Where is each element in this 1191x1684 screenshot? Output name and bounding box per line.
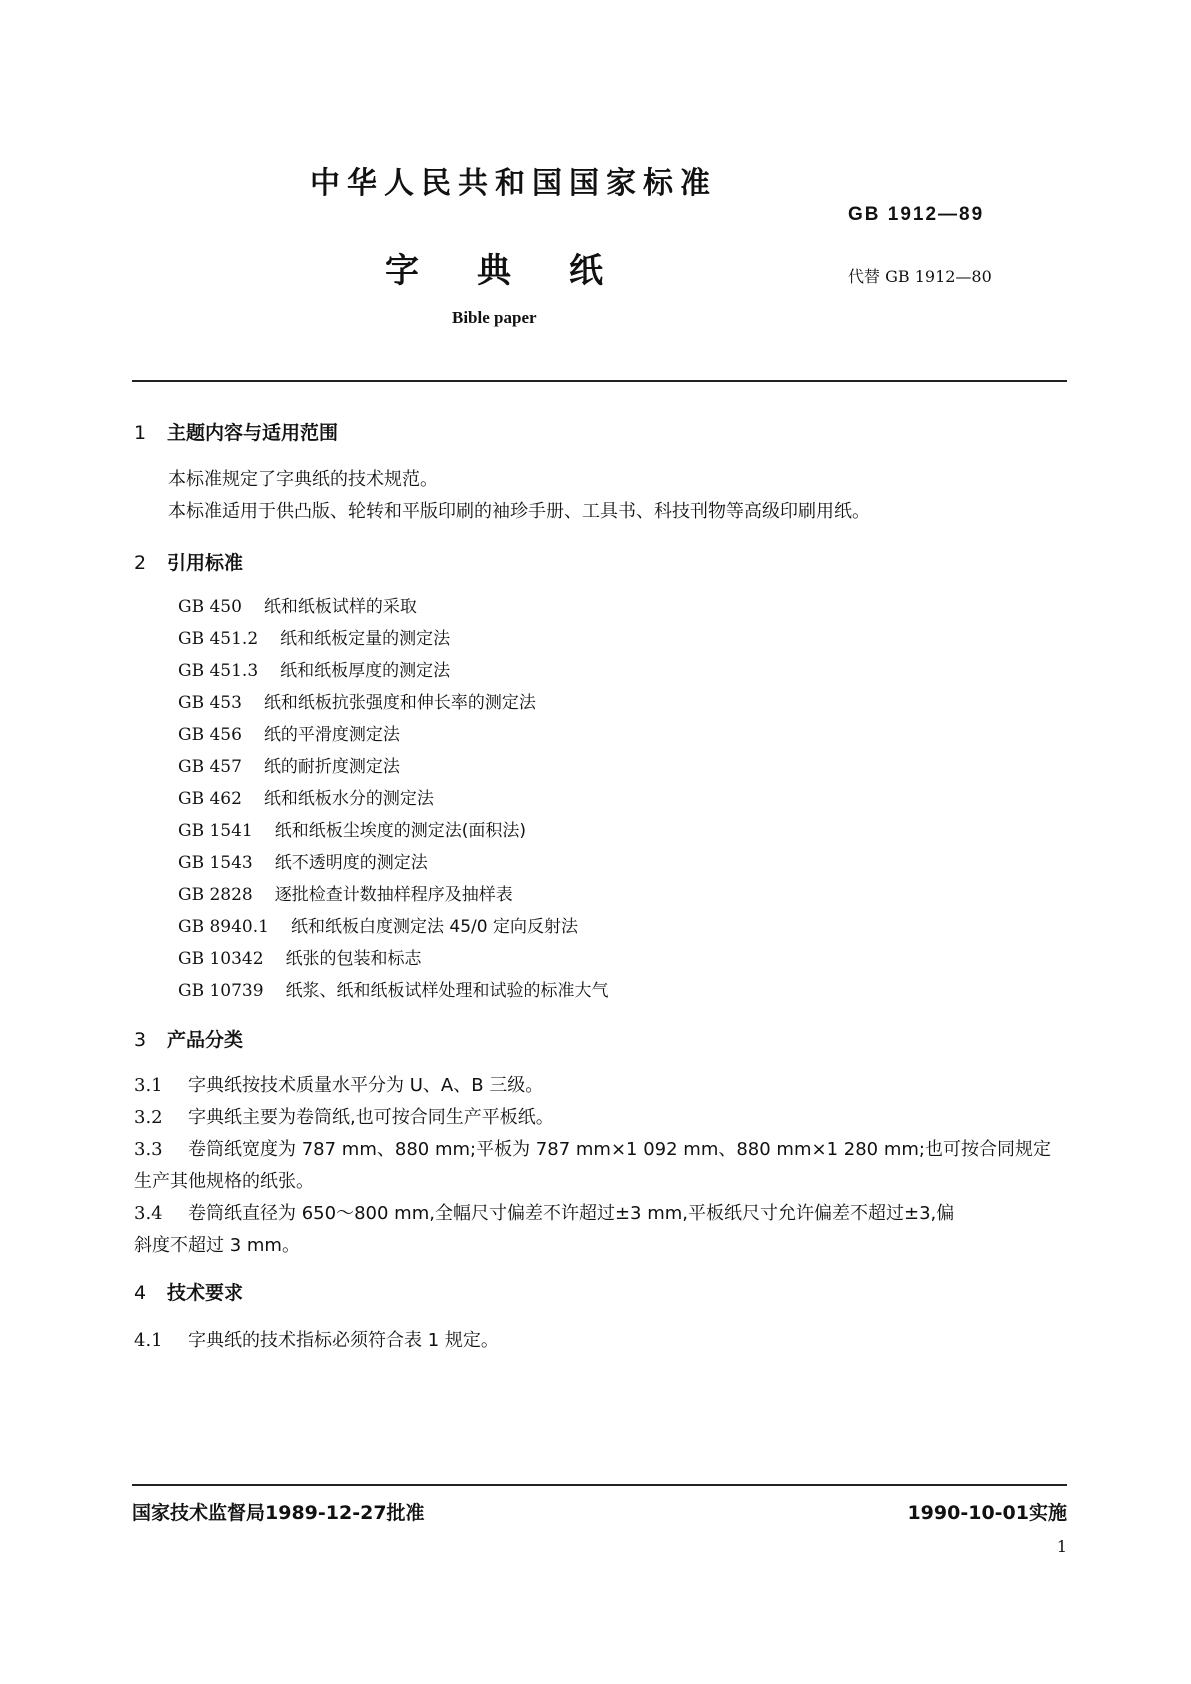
reference-item bbox=[178, 720, 400, 745]
clause-number: 3.2 bbox=[134, 1107, 163, 1128]
reference-code: GB 1541 bbox=[178, 821, 253, 841]
reference-name: 纸不透明度的测定法 bbox=[274, 853, 428, 873]
reference-item bbox=[178, 912, 578, 937]
reference-code: GB 451.2 bbox=[178, 629, 259, 649]
section-title: 引用标准 bbox=[167, 552, 244, 574]
reference-name: 纸的耐折度测定法 bbox=[263, 757, 400, 777]
reference-code: GB 8940.1 bbox=[178, 917, 269, 937]
section-2-heading bbox=[134, 548, 243, 575]
reference-item bbox=[178, 592, 417, 617]
reference-item bbox=[178, 624, 450, 649]
reference-item bbox=[178, 816, 526, 841]
section-number: 4 bbox=[134, 1282, 147, 1304]
section-4-heading bbox=[134, 1278, 243, 1305]
reference-item bbox=[178, 688, 536, 713]
reference-item bbox=[178, 880, 513, 905]
reference-item bbox=[178, 784, 434, 809]
section-title: 产品分类 bbox=[167, 1029, 244, 1051]
clause-text: 字典纸主要为卷筒纸,也可按合同生产平板纸。 bbox=[188, 1107, 554, 1128]
clause-text: 卷筒纸宽度为 787 mm、880 mm;平板为 787 mm×1 092 mm、880 mm×1 280 mm;也可按合同规定 bbox=[188, 1139, 1051, 1160]
reference-name: 纸张的包装和标志 bbox=[285, 949, 422, 969]
reference-item bbox=[178, 656, 450, 681]
reference-name: 纸的平滑度测定法 bbox=[263, 725, 400, 745]
reference-name: 纸和纸板定量的测定法 bbox=[280, 629, 451, 649]
clause-continuation: 生产其他规格的纸张。 bbox=[134, 1171, 314, 1192]
clause-text: 字典纸按技术质量水平分为 U、A、B 三级。 bbox=[188, 1075, 544, 1096]
reference-code: GB 2828 bbox=[178, 885, 253, 905]
reference-name: 纸浆、纸和纸板试样处理和试验的标准大气 bbox=[285, 981, 609, 1001]
clause-text: 卷筒纸直径为 650～800 mm,全幅尺寸偏差不许超过±3 mm,平板纸尺寸允许偏差不超过±3,偏 bbox=[188, 1203, 955, 1224]
section-number: 3 bbox=[134, 1029, 147, 1051]
clause-text: 字典纸的技术指标必须符合表 1 规定。 bbox=[188, 1330, 499, 1351]
clause-3-3 bbox=[134, 1135, 1051, 1161]
standard-number: GB 1912—89 bbox=[848, 204, 985, 225]
header-divider bbox=[132, 380, 1067, 382]
reference-item bbox=[178, 752, 400, 777]
reference-code: GB 453 bbox=[178, 693, 242, 713]
footer-divider bbox=[132, 1484, 1067, 1486]
clause-3-1 bbox=[134, 1071, 543, 1097]
section-number: 2 bbox=[134, 552, 147, 574]
page-number: 1 bbox=[1056, 1537, 1067, 1556]
reference-code: GB 457 bbox=[178, 757, 242, 777]
paragraph: 本标准适用于供凸版、轮转和平版印刷的袖珍手册、工具书、科技刊物等高级印刷用纸。 bbox=[168, 501, 870, 522]
reference-item bbox=[178, 848, 428, 873]
reference-code: GB 462 bbox=[178, 789, 242, 809]
clause-number: 3.4 bbox=[134, 1203, 163, 1224]
reference-item bbox=[178, 976, 609, 1001]
section-number: 1 bbox=[134, 422, 147, 444]
reference-name: 纸和纸板白度测定法 45/0 定向反射法 bbox=[290, 917, 578, 937]
section-3-heading bbox=[134, 1025, 243, 1052]
reference-code: GB 1543 bbox=[178, 853, 253, 873]
approval-date: 国家技术监督局1989-12-27批准 bbox=[132, 1502, 425, 1524]
english-title: Bible paper bbox=[452, 308, 537, 327]
reference-name: 纸和纸板水分的测定法 bbox=[263, 789, 434, 809]
paragraph: 本标准规定了字典纸的技术规范。 bbox=[168, 469, 438, 490]
clause-3-2 bbox=[134, 1103, 554, 1129]
section-title: 技术要求 bbox=[167, 1282, 244, 1304]
clause-number: 3.1 bbox=[134, 1075, 163, 1096]
document-title: 字典纸 bbox=[385, 251, 661, 291]
reference-code: GB 10739 bbox=[178, 981, 264, 1001]
clause-3-4 bbox=[134, 1199, 954, 1225]
implementation-date: 1990-10-01实施 bbox=[907, 1502, 1067, 1524]
section-1-heading bbox=[134, 418, 338, 445]
country-standard-title: 中华人民共和国国家标准 bbox=[310, 166, 717, 201]
reference-name: 逐批检查计数抽样程序及抽样表 bbox=[274, 885, 513, 905]
reference-item bbox=[178, 944, 422, 969]
clause-4-1 bbox=[134, 1326, 499, 1352]
reference-code: GB 450 bbox=[178, 597, 242, 617]
clause-continuation: 斜度不超过 3 mm。 bbox=[134, 1235, 300, 1256]
reference-code: GB 10342 bbox=[178, 949, 264, 969]
reference-name: 纸和纸板尘埃度的测定法(面积法) bbox=[274, 821, 527, 841]
reference-code: GB 456 bbox=[178, 725, 242, 745]
section-title: 主题内容与适用范围 bbox=[167, 422, 339, 444]
clause-number: 3.3 bbox=[134, 1139, 163, 1160]
reference-name: 纸和纸板抗张强度和伸长率的测定法 bbox=[263, 693, 536, 713]
reference-name: 纸和纸板试样的采取 bbox=[263, 597, 417, 617]
replaces-standard: 代替 GB 1912—80 bbox=[848, 267, 992, 286]
clause-number: 4.1 bbox=[134, 1330, 163, 1351]
reference-code: GB 451.3 bbox=[178, 661, 259, 681]
reference-name: 纸和纸板厚度的测定法 bbox=[280, 661, 451, 681]
